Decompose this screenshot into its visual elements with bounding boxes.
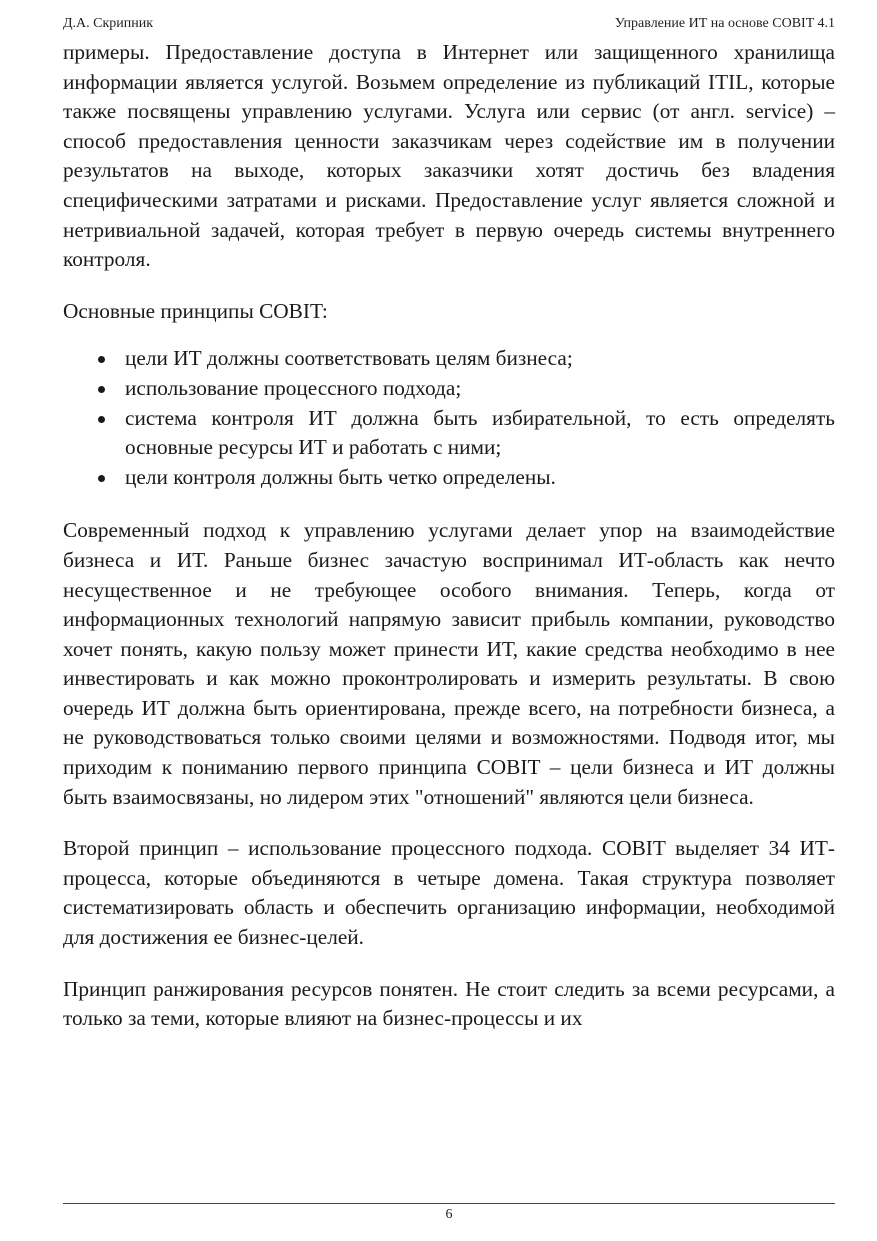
paragraph-resource-ranking: Принцип ранжирования ресурсов понятен. Не стоит следить за всеми ресурсами, а только за теми, которые влияют на бизнес-процессы и их	[63, 976, 835, 1031]
header-author: Д.А. Скрипник	[63, 16, 154, 31]
list-item: цели контроля должны быть четко определены.	[125, 463, 835, 493]
paragraph-intro: примеры. Предоставление доступа в Интернет или защищенного хранилища информации является услугой. Возьмем определение из публикаций ITIL, которые также посвящены управлению услугами. Услуга или сервис (от англ. service) – способ предоставления ценности заказчикам через содействие им в получении результатов на выходе, которых заказчики хотят достичь без владения специфическими затратами и рисками. Предоставление услуг является сложной и нетривиальной задачей, которая требует в первую очередь системы внутреннего контроля.	[63, 40, 835, 272]
list-item: использование процессного подхода;	[125, 374, 835, 404]
list-item: система контроля ИТ должна быть избирательной, то есть определять основные ресурсы ИТ и работать с ними;	[125, 404, 835, 463]
page-content	[63, 38, 835, 1034]
list-item: цели ИТ должны соответствовать целям бизнеса;	[125, 344, 835, 374]
paragraph-modern-approach: Современный подход к управлению услугами делает упор на взаимодействие бизнеса и ИТ. Раньше бизнес зачастую воспринимал ИТ-область как нечто несущественное и не требующее особого внимания. Теперь, когда от информационных технологий напрямую зависит прибыль компании, руководство хочет понять, какую пользу может принести ИТ, какие средства необходимо в нее инвестировать и как можно проконтролировать и измерить результаты. В свою очередь ИТ должна быть ориентирована, прежде всего, на потребности бизнеса, а не руководствоваться только своими целями и возможностями. Подводя итог, мы приходим к пониманию первого принципа COBIT – цели бизнеса и ИТ должны быть взаимосвязаны, но лидером этих "отношений" являются цели бизнеса.	[63, 518, 835, 809]
paragraph-second-principle: Второй принцип – использование процессного подхода. COBIT выделяет 34 ИТ-процесса, которые объединяются в четыре домена. Такая структура позволяет систематизировать область и обеспечить организацию информации, необходимой для достижения ее бизнес-целей.	[63, 836, 835, 950]
page-number: 6	[445, 1207, 453, 1222]
principles-list	[63, 344, 835, 492]
header-title: Управление ИТ на основе COBIT 4.1	[614, 16, 835, 31]
page-header	[63, 16, 835, 32]
footer-divider	[63, 1203, 835, 1204]
principles-heading: Основные принципы COBIT:	[63, 298, 328, 323]
